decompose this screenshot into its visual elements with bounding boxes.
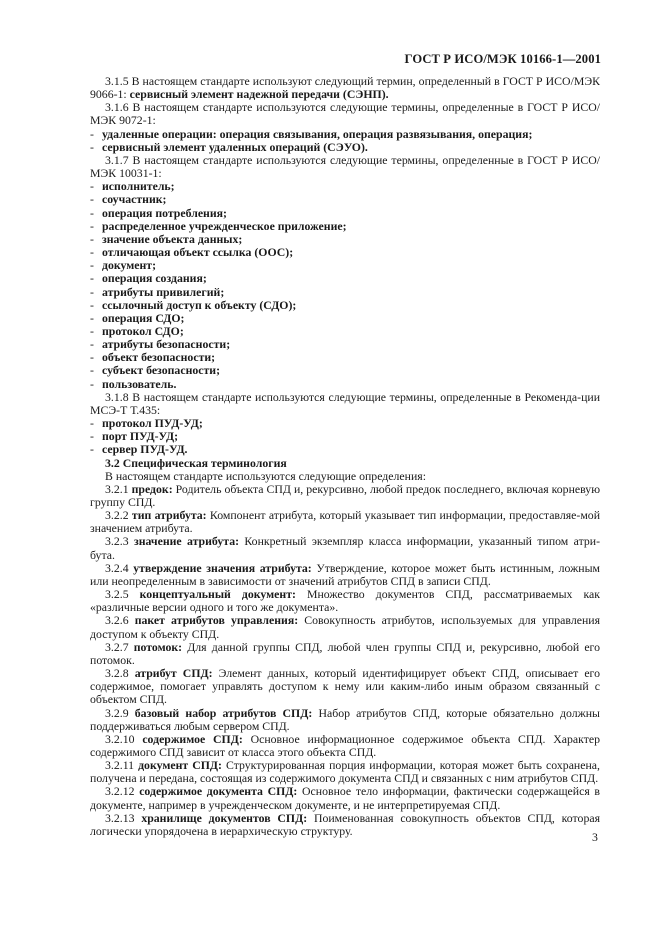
term: атрибут СПД: [134,666,213,681]
list-item-text: операция создания; [102,271,207,286]
section-heading: 3.2 Специфическая терминология [105,455,287,470]
definition-text: Структурированная порция информации, которая может быть сохранена, получена и передана, состоящая из содержимого документа СПД и связанных с ним атрибутов СПД. [90,758,600,786]
clause-number: 3.1.8 [105,389,129,404]
list-dash: - [90,231,94,246]
list-dash: - [90,258,94,273]
list-dash: - [90,205,94,220]
list-item-text: ссылочный доступ к объекту (СДО); [102,297,297,312]
paragraph [90,759,600,785]
list-dash: - [90,363,94,378]
paragraph [90,509,600,535]
list-dash: - [90,284,94,299]
list-item-text: распределенное учрежденческое приложение; [102,218,347,233]
document-body [90,75,600,838]
list-item-text: соучастник; [102,192,167,207]
list-item-text: объект безопасности; [102,350,216,365]
list-dash: - [90,416,94,431]
clause-number: 3.2.12 [105,784,135,799]
term: потомок: [133,639,183,654]
term: значение атрибута: [133,534,240,549]
clause-number: 3.2.9 [105,705,129,720]
paragraph [90,641,600,667]
clause-number: 3.2.11 [105,758,135,773]
list-dash: - [90,350,94,365]
paragraph [90,483,600,509]
list-dash: - [90,192,94,207]
clause-number: 3.1.6 [105,100,129,115]
list-dash: - [90,323,94,338]
list-item-text: документ; [102,258,157,273]
term: тип атрибута: [131,508,207,523]
paragraph [90,562,600,588]
paragraph [90,733,600,759]
definition-text: Поименованная совокупность объектов СПД, которая логически упорядочена в иерархическую структуру. [90,810,601,838]
list-dash: - [90,442,94,457]
clause-number: 3.2.13 [105,810,135,825]
definition-text: Совокупность атрибутов, используемых для управления доступом к объекту СПД. [90,613,600,641]
paragraph [90,535,600,561]
list-dash: - [90,297,94,312]
clause-number: 3.2.6 [105,613,129,628]
definition-text: Множество документов СПД, рассматриваемых как «различные версии одного и того же документа». [90,587,600,615]
definition-text: Элемент данных, который идентифицирует объект СПД, описывает его содержимое, помогает управлять доступом к нему или каким-либо иным образом связанный с объектом СПД. [90,666,601,707]
paragraph [90,785,600,811]
page-number: 3 [592,830,598,844]
list-dash: - [90,245,94,260]
definition-text: Конкретный экземпляр класса информации, указанный типом атри-бута. [90,534,601,562]
paragraph-text: В настоящем стандарте используются следующие термины, определенные в ГОСТ Р ИСО/МЭК 9072-1: [90,100,600,128]
term: содержимое СПД: [142,731,243,746]
paragraph [90,667,600,706]
list-item [90,246,600,259]
list-item-text: атрибуты безопасности; [102,337,231,352]
list-item-text: сервисный элемент удаленных операций (СЭУО). [102,139,368,154]
clause-number: 3.2.7 [105,639,129,654]
definition-text: Утверждение, которое может быть истинным, ложным или неопределенным в зависимости от значений атрибутов СПД в записи СПД. [90,560,600,588]
paragraph [90,154,600,180]
term: базовый набор атрибутов СПД: [134,705,313,720]
list-item-text: порт ПУД-УД; [102,429,179,444]
clause-number: 3.2.3 [105,534,129,549]
clause-number: 3.2.1 [105,481,129,496]
term: хранилище документов СПД: [141,810,308,825]
list-item-text: атрибуты привилегий; [102,284,225,299]
paragraph [90,588,600,614]
list-dash: - [90,310,94,325]
term: концептуальный документ: [139,587,296,602]
paragraph [90,75,600,101]
list-item [90,180,600,193]
list-item-text: пользователь. [102,376,177,391]
paragraph-text: В настоящем стандарте используются следующие термины, определенные в ГОСТ Р ИСО/МЭК 10031-1: [90,152,600,181]
definition-text: Родитель объекта СПД и, рекурсивно, любой предок последнего, включая корневую группу СПД. [90,481,601,509]
clause-number: 3.2.2 [105,508,129,523]
list-item-text: удаленные операции: операция связывания, операция развязывания, операция; [102,126,533,141]
list-item-text: отличающая объект ссылка (ООС); [102,245,294,260]
paragraph [90,614,600,640]
list-dash: - [90,139,94,154]
term: сервисный элемент надежной передачи (СЭНП). [129,87,389,102]
definition-text: Набор атрибутов СПД, которые обязательно должны поддерживаться любым сервером СПД. [90,705,600,733]
list-item-text: сервер ПУД-УД. [102,442,188,457]
list-dash: - [90,429,94,444]
list-item-text: операция СДО; [102,310,185,325]
list-dash: - [90,218,94,233]
term: предок: [131,481,173,496]
list-item-text: операция потребления; [102,205,227,220]
term: документ СПД: [138,758,222,773]
paragraph [90,812,600,838]
list-item-text: исполнитель; [102,179,175,194]
clause-number: 3.2.8 [105,666,129,681]
paragraph [90,101,600,127]
clause-number: 3.2.10 [105,731,135,746]
definition-text: Для данной группы СПД, любой член группы СПД и, рекурсивно, любой его потомок. [90,639,600,667]
term: содержимое документа СПД: [139,784,298,799]
paragraph-text: В настоящем стандарте используются следующие определения: [105,468,426,483]
list-dash: - [90,271,94,286]
definition-text: Компонент атрибута, который указывает тип информации, предоставляе-мой значением атрибута. [90,508,601,536]
clause-number: 3.1.7 [105,152,129,167]
list-item-text: значение объекта данных; [102,231,243,246]
term: утверждение значения атрибута: [133,560,312,575]
list-item-text: протокол СДО; [102,323,184,338]
paragraph [90,391,600,417]
clause-number: 3.2.5 [105,587,129,602]
term: пакет атрибутов управления: [134,613,299,628]
list-item-text: протокол ПУД-УД; [102,416,203,431]
definition-text: Основное информационное содержимое объекта СПД. Характер содержимого СПД зависит от класса этого объекта СПД. [90,731,600,759]
list-dash: - [90,376,94,391]
list-dash: - [90,126,94,141]
list-dash: - [90,179,94,194]
list-item-text: субъект безопасности; [102,363,221,378]
paragraph [90,707,600,733]
definition-text: Основное тело информации, фактически содержащейся в документе, например в учрежденческом документе, и не интерпретируемая СПД. [90,784,600,812]
clause-number: 3.2.4 [105,560,129,575]
list-dash: - [90,337,94,352]
paragraph-text: В настоящем стандарте используют следующий термин, определенный в ГОСТ Р ИСО/МЭК 9066-1: [90,74,600,102]
page-header-title: ГОСТ Р ИСО/МЭК 10166-1—2001 [404,52,601,66]
paragraph-text: В настоящем стандарте используются следующие термины, определенные в Рекоменда-ции МСЭ-Т Т.435: [90,389,601,417]
clause-number: 3.1.5 [105,74,129,88]
